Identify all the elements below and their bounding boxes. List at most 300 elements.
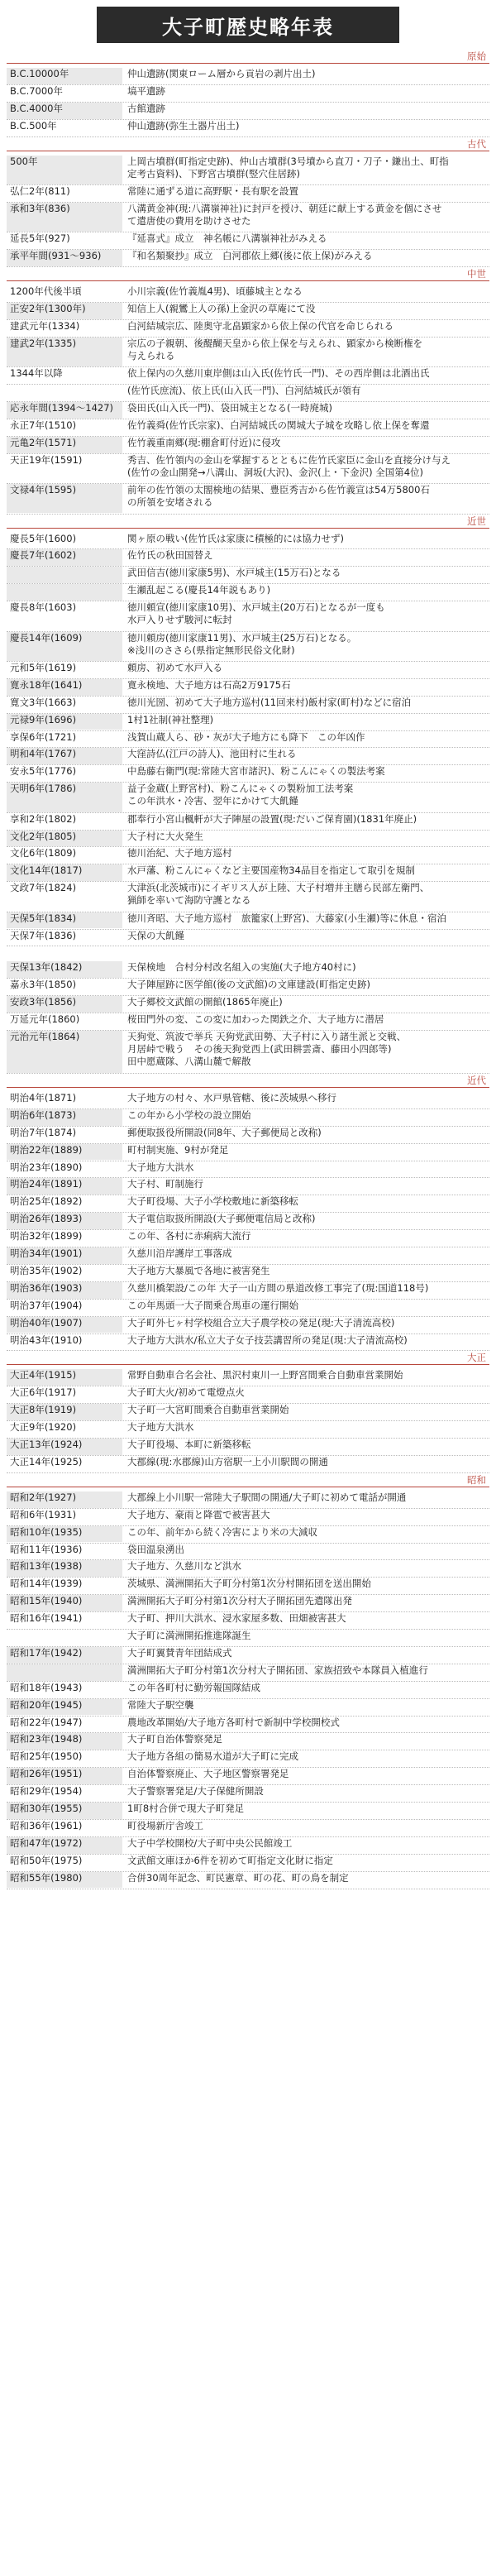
event-cell	[127, 1247, 486, 1260]
event-line: 大子町自治体警察発足	[127, 1733, 222, 1745]
timeline-row	[7, 831, 489, 847]
timeline-row	[7, 303, 489, 319]
timeline-row	[7, 697, 489, 713]
event-line: 常陸大子駅空襲	[127, 1698, 194, 1711]
event-cell	[127, 1803, 486, 1815]
timeline-row	[7, 731, 489, 748]
year-cell: 慶長7年(1602)	[7, 549, 122, 566]
year-cell: 昭和10年(1935)	[7, 1526, 122, 1543]
timeline-row	[7, 1031, 489, 1073]
event-line: 中島藤右衛門(現:常陸大宮市諸沢)、粉こんにゃくの製法考案	[127, 765, 385, 778]
year-cell: 慶長14年(1609)	[7, 632, 122, 661]
event-cell	[127, 1509, 486, 1521]
timeline-row	[7, 996, 489, 1013]
event-line: 大子地方各組の簡易水道が大子町に完成	[127, 1750, 298, 1763]
event-line: 大子地方大暴風で各地に被害発生	[127, 1264, 270, 1276]
event-cell	[127, 813, 486, 826]
year-cell: 万延元年(1860)	[10, 1013, 80, 1026]
event-line: 久慈川橋架設/この年 大子一山方間の県道改修工事完了(現:国道118号)	[127, 1281, 429, 1294]
event-line: て遣唐使の費用を助けさせた	[127, 214, 251, 227]
event-cell	[127, 912, 486, 925]
year-cell: 明治37年(1904)	[10, 1299, 83, 1311]
event-cell	[127, 232, 486, 245]
event-line: 浅賀山蔵人ら、砂・灰が大子地方にも降下 この年凶作	[127, 730, 365, 743]
event-line: 袋田温泉湧出	[127, 1543, 184, 1555]
event-line: 常陸に通ずる道に高野駅・長有駅を設置	[127, 185, 298, 197]
event-line: 大子町、押川大洪水、浸水家屋多数、田畑被害甚大	[127, 1612, 346, 1625]
event-cell	[127, 338, 486, 362]
event-line: 天保の大飢饉	[127, 929, 184, 941]
event-line: 『延喜式』成立 神名帳に八溝嶺神社がみえる	[127, 232, 327, 245]
timeline-row	[7, 1127, 489, 1143]
timeline-row	[7, 1872, 489, 1889]
event-cell	[127, 1369, 486, 1381]
timeline-row	[7, 1178, 489, 1195]
year-cell: 昭和11年(1936)	[10, 1543, 83, 1555]
event-cell	[127, 1109, 486, 1122]
era-header	[7, 137, 489, 151]
timeline-row	[7, 1369, 489, 1386]
year-cell: 昭和20年(1945)	[7, 1699, 122, 1716]
event-cell	[127, 1750, 486, 1763]
event-cell	[127, 1526, 486, 1539]
year-cell: 建武2年(1335)	[7, 338, 122, 366]
timeline-row	[7, 1247, 489, 1264]
timeline-row	[7, 1820, 489, 1836]
timeline-row	[7, 203, 489, 232]
event-cell	[127, 1647, 486, 1659]
timeline-row	[7, 1334, 489, 1351]
era-header	[7, 1351, 489, 1365]
era-header	[7, 515, 489, 529]
timeline-row	[7, 533, 489, 549]
year-cell: 昭和13年(1938)	[7, 1560, 122, 1577]
event-line: 佐竹義重南郷(現:棚倉町付近)に侵攻	[127, 436, 281, 448]
year-cell: 明治40年(1907)	[7, 1317, 122, 1333]
year-cell: 延長5年(927)	[10, 232, 70, 245]
era-header	[7, 50, 489, 64]
year-cell: 天保13年(1842)	[7, 961, 122, 978]
year-cell: 元和5年(1619)	[10, 661, 77, 673]
event-cell	[127, 831, 486, 843]
year-cell: 500年	[7, 156, 122, 184]
event-cell	[127, 385, 486, 397]
event-line: 茨城県、満洲開拓大子町分村第1次分村開拓団を送出開始	[127, 1578, 371, 1590]
event-line: 町役場新庁舎竣工	[127, 1819, 203, 1831]
event-cell	[127, 1717, 486, 1729]
year-cell: 昭和47年(1972)	[7, 1837, 122, 1854]
era-label: 中世	[467, 268, 486, 280]
year-cell	[7, 1664, 122, 1681]
event-line: 天狗党、筑波で挙兵 天狗党武田勢、大子村に入り諸生派と交戦、	[127, 1031, 407, 1042]
event-cell	[127, 103, 486, 115]
event-line: 水戸藩、粉こんにゃくなど主要国産物34品目を指定して取引を規制	[127, 864, 415, 877]
year-cell: 嘉永3年(1850)	[10, 979, 77, 991]
event-cell	[127, 567, 486, 579]
year-cell: 文禄4年(1595)	[7, 484, 122, 513]
timeline-row	[7, 367, 489, 384]
event-cell	[127, 748, 486, 760]
timeline-row	[7, 864, 489, 881]
timeline-row	[7, 1456, 489, 1472]
year-cell: 元禄9年(1696)	[7, 714, 122, 730]
event-line: この年、各村に赤痢病大流行	[127, 1230, 251, 1243]
event-line: 桜田門外の変、この変に加わった関鉄之介、大子地方に潜居	[127, 1013, 384, 1026]
event-cell	[127, 320, 486, 333]
event-cell	[127, 1682, 486, 1694]
year-cell: 昭和26年(1951)	[7, 1768, 122, 1784]
timeline-row	[7, 320, 489, 337]
year-cell: 昭和6年(1931)	[10, 1508, 77, 1520]
page-title-banner	[97, 7, 399, 43]
timeline-row	[7, 285, 489, 302]
timeline-row	[7, 1509, 489, 1525]
timeline-row	[7, 1768, 489, 1784]
year-cell: 承和3年(836)	[7, 203, 122, 232]
timeline-row	[7, 250, 489, 266]
timeline-row	[7, 232, 489, 249]
year-cell: 元亀2年(1571)	[7, 437, 122, 453]
year-cell: 安永5年(1776)	[10, 765, 77, 778]
year-cell: 昭和14年(1939)	[10, 1578, 83, 1590]
timeline-row	[7, 85, 489, 102]
event-line: 大子地方大洪水	[127, 1161, 194, 1173]
event-line: 佐竹氏の秋田国替え	[127, 549, 213, 562]
year-cell: 文化6年(1809)	[10, 847, 77, 859]
event-line: 大子町一大宮町間乗合自動車営業開始	[127, 1404, 289, 1416]
year-cell: 文化14年(1817)	[7, 864, 122, 881]
timeline-row	[7, 1144, 489, 1161]
event-line: 徳川斉昭、大子地方巡村 旅籠家(上野宮)、大藤家(小生瀬)等に休息・宿泊	[127, 912, 446, 924]
event-cell	[127, 847, 486, 859]
year-cell: 昭和50年(1975)	[10, 1854, 83, 1866]
event-cell	[127, 714, 486, 726]
event-cell	[127, 1144, 486, 1156]
timeline-row	[7, 1282, 489, 1299]
event-cell	[127, 1733, 486, 1745]
timeline-row	[7, 1317, 489, 1333]
timeline-row	[7, 1560, 489, 1577]
page-title: 大子町歴史略年表	[162, 15, 334, 39]
timeline-row	[7, 1265, 489, 1281]
event-line: 1町8村合併で現大子町発足	[127, 1803, 245, 1814]
timeline-row	[7, 185, 489, 202]
event-cell	[127, 1092, 486, 1104]
year-cell: 大正9年(1920)	[10, 1421, 77, 1434]
year-cell: 天保5年(1834)	[7, 912, 122, 929]
event-cell	[127, 437, 486, 449]
event-line: この年馬頭一大子間乗合馬車の運行開始	[127, 1299, 298, 1311]
year-cell: 天明6年(1786)	[7, 783, 122, 812]
event-line: 農地改革開始/大子地方各町村で新制中学校開校式	[127, 1716, 340, 1728]
timeline-row	[7, 1630, 489, 1646]
event-line: 八溝黄金神(現:八溝嶺神社)に封戸を授け、朝廷に献上する黄金を個にさせ	[127, 202, 442, 214]
event-line: 前年の佐竹領の太閤検地の結果、豊臣秀吉から佐竹義宣は54万5800石	[127, 484, 430, 496]
year-cell: 明治23年(1890)	[10, 1161, 83, 1173]
history-timeline-table	[7, 50, 489, 2573]
timeline-row	[7, 567, 489, 583]
event-cell	[127, 367, 486, 380]
event-line: 大子町外七ヶ村学校組合立大子農学校の発足(現:大子清流高校)	[127, 1316, 395, 1329]
year-cell: 昭和22年(1947)	[10, 1716, 83, 1728]
event-cell	[127, 1820, 486, 1832]
timeline-row	[7, 1699, 489, 1716]
year-cell: B.C.500年	[10, 119, 57, 132]
event-line: 佐竹義舜(佐竹氏宗家)、白河結城氏の関城大子城を攻略し依上保を奪還	[127, 419, 430, 431]
event-cell	[127, 533, 486, 545]
timeline-row	[7, 549, 489, 566]
year-cell: 慶長8年(1603)	[10, 601, 77, 614]
event-cell	[127, 765, 486, 778]
event-line: 大子警察署発足/大子保健所開設	[127, 1785, 264, 1798]
timeline-row	[7, 156, 489, 184]
event-cell	[127, 484, 486, 509]
era-label: 昭和	[467, 1473, 486, 1486]
timeline-row	[7, 1421, 489, 1438]
event-line: 依上保内の久慈川東岸側は山入氏(佐竹氏一門)、その西岸側は北酒出氏	[127, 367, 430, 380]
year-cell: 明治32年(1899)	[10, 1230, 83, 1243]
timeline-row	[7, 632, 489, 661]
era-header	[7, 1473, 489, 1487]
event-cell	[127, 85, 486, 98]
year-cell: 明治6年(1873)	[7, 1109, 122, 1126]
event-cell	[127, 930, 486, 942]
year-cell: 大正4年(1915)	[7, 1369, 122, 1386]
timeline-row	[7, 1647, 489, 1664]
event-line: 徳川光圀、初めて大子地方巡村(11回来村)飯村家(町村)などに宿泊	[127, 696, 412, 708]
event-line: 満洲開拓大子町分村第1次分村大子開拓団、家族招致や本隊員入植進行	[127, 1664, 428, 1676]
era-header	[7, 1074, 489, 1088]
event-cell	[127, 1837, 486, 1850]
event-line: 自治体警察廃止、大子地区警察署発足	[127, 1768, 289, 1780]
event-line: 天保検地 合村分村改名組入の実施(大子地方40村に)	[127, 961, 356, 974]
year-cell: 昭和16年(1941)	[10, 1612, 83, 1625]
year-cell: 享和2年(1802)	[10, 812, 77, 825]
event-cell	[127, 996, 486, 1008]
timeline-row	[7, 1803, 489, 1819]
event-line: 大子地方大洪水	[127, 1421, 194, 1434]
event-cell	[127, 1544, 486, 1556]
timeline-row	[7, 402, 489, 419]
event-line: ※浅川のささら(県指定無形民俗文化財)	[127, 644, 295, 656]
year-cell	[7, 584, 122, 601]
year-cell	[10, 385, 122, 401]
event-line: 古館遺跡	[127, 102, 165, 114]
year-cell: 明治34年(1901)	[7, 1247, 122, 1264]
year-cell: 昭和15年(1940)	[7, 1595, 122, 1611]
event-line: この年各町村に勤労報国隊結成	[127, 1681, 260, 1693]
event-line: 大子町大火/初めて電燈点火	[127, 1386, 245, 1399]
year-cell: 明治22年(1889)	[7, 1144, 122, 1161]
event-cell	[127, 549, 486, 562]
timeline-row	[7, 813, 489, 830]
event-line: 満洲開拓大子町分村第1次分村大子開拓団先遣隊出発	[127, 1595, 352, 1607]
event-line: 大子地方の村々、水戸県管轄、後に茨城県へ移行	[127, 1091, 336, 1104]
event-cell	[127, 1282, 486, 1295]
year-cell: 明治7年(1874)	[10, 1126, 77, 1138]
event-cell	[127, 1334, 486, 1347]
timeline-row	[7, 714, 489, 730]
event-line: 久慈川沿岸護岸工事落成	[127, 1247, 232, 1259]
event-line: 生瀬乱起こる(慶長14年説もあり)	[127, 584, 271, 596]
event-cell	[127, 68, 486, 80]
event-cell	[127, 303, 486, 315]
timeline-row	[7, 662, 489, 678]
year-cell: B.C.7000年	[10, 84, 63, 97]
year-cell: 昭和25年(1950)	[10, 1750, 83, 1763]
timeline-row	[7, 979, 489, 995]
event-line: 大子町に満洲開拓推進隊誕生	[127, 1630, 251, 1641]
year-cell: 安政3年(1856)	[7, 996, 122, 1013]
event-cell	[127, 1161, 486, 1174]
event-line: 袋田氏(山入氏一門)、袋田城主となる(一時廃城)	[127, 402, 332, 414]
year-cell: 正安2年(1300年)	[7, 303, 122, 319]
event-line: 徳川頼房(徳川家康11男)、水戸城主(25万石)となる。	[127, 631, 357, 644]
timeline-row	[7, 1161, 489, 1178]
year-cell: 昭和23年(1948)	[7, 1733, 122, 1750]
year-cell: 昭和36年(1961)	[10, 1819, 83, 1831]
event-line: 頼房、初めて水戸入る	[127, 661, 222, 673]
timeline-row	[7, 1664, 489, 1681]
year-cell: 昭和55年(1980)	[7, 1872, 122, 1889]
event-cell	[127, 1664, 486, 1677]
year-cell: 大正13年(1924)	[7, 1439, 122, 1455]
year-cell: B.C.4000年	[7, 103, 122, 119]
event-line: 大子電信取扱所開設(大子郵便電信局と改称)	[127, 1213, 316, 1225]
timeline-row	[7, 1092, 489, 1108]
event-line: 大子町役場、大子小学校敷地に新築移転	[127, 1195, 298, 1208]
event-line: 仲山遺跡(関東ローム層から貢岩の剥片出土)	[127, 68, 316, 79]
event-line: 大子陣屋跡に医学館(後の文武館)の文庫建設(町指定史跡)	[127, 979, 370, 991]
event-line: 大郡線上小川駅一常陸大子駅間の開通/大子町に初めて電話が開通	[127, 1491, 407, 1503]
event-line: この年洪水・冷害、翌年にかけて大飢饉	[127, 795, 298, 807]
event-cell	[127, 1317, 486, 1329]
event-line: 大窪詩仏(江戸の詩人)、池田村に生れる	[127, 748, 297, 760]
event-cell	[127, 864, 486, 877]
year-cell: 明治25年(1892)	[10, 1195, 83, 1208]
era-label: 大正	[467, 1352, 486, 1364]
timeline-row	[7, 1595, 489, 1611]
timeline-row	[7, 912, 489, 929]
event-line: 大子郷校文武館の開館(1865年廃止)	[127, 996, 283, 1008]
event-cell	[127, 203, 486, 227]
event-line: 益子金蔵(上野宮村)、粉こんにゃくの製粉加工法考案	[127, 783, 354, 795]
timeline-row	[7, 1013, 489, 1030]
timeline-row	[7, 1386, 489, 1403]
event-cell	[127, 1031, 486, 1068]
event-line: 秀吉、佐竹領内の金山を掌握するとともに佐竹氏家臣に金山を直接分け与え	[127, 453, 451, 466]
year-cell: 明治43年(1910)	[10, 1333, 83, 1346]
event-cell	[127, 185, 486, 198]
era-label: 原始	[467, 50, 486, 62]
timeline-row	[7, 1109, 489, 1126]
event-cell	[127, 1768, 486, 1780]
event-cell	[127, 1213, 486, 1225]
event-cell	[127, 1386, 486, 1399]
event-cell	[127, 584, 486, 596]
event-line: 徳川頼宣(徳川家康10男)、水戸城主(20万石)となるが一度も	[127, 601, 385, 614]
event-line: 猟師を率いて海防守護となる	[127, 894, 251, 907]
event-cell	[127, 1013, 486, 1026]
year-cell: 建武元年(1334)	[10, 319, 80, 332]
timeline-row	[7, 1578, 489, 1594]
timeline-row	[7, 584, 489, 601]
event-cell	[127, 1855, 486, 1867]
timeline-row	[7, 484, 489, 513]
year-cell: 承平年間(931～936)	[7, 250, 122, 266]
year-cell: 昭和29年(1954)	[10, 1785, 83, 1798]
event-cell	[127, 1300, 486, 1312]
event-cell	[127, 1127, 486, 1139]
event-line: この年から小学校の設立開始	[127, 1108, 251, 1121]
event-cell	[127, 156, 486, 180]
timeline-row	[7, 1837, 489, 1854]
year-cell: 1200年代後半頃	[10, 285, 82, 298]
event-line: 宗広の子親朝、後醍醐天皇から依上保を与えられ、顕家から検断権を	[127, 337, 423, 349]
event-line: 大子町役場、本町に新築移転	[127, 1439, 251, 1450]
timeline-row	[7, 961, 489, 978]
year-cell: 明治4年(1871)	[10, 1091, 77, 1104]
year-cell: 昭和17年(1942)	[7, 1647, 122, 1664]
year-cell	[10, 1630, 122, 1646]
event-line: 合併30周年記念、町民憲章、町の花、町の鳥を制定	[127, 1871, 349, 1884]
timeline-row	[7, 103, 489, 119]
event-cell	[127, 419, 486, 432]
timeline-row	[7, 1750, 489, 1767]
event-line: 田中愿蔵隊、八溝山麓で解散	[127, 1056, 251, 1067]
timeline-row	[7, 930, 489, 946]
event-line: 文武館文庫ほか6件を初めて町指定文化財に指定	[127, 1854, 333, 1866]
timeline-row	[7, 1544, 489, 1560]
event-line: 大子村、町制施行	[127, 1178, 203, 1190]
timeline-row	[7, 1526, 489, 1543]
timeline-row	[7, 847, 489, 864]
timeline-row	[7, 1491, 489, 1508]
timeline-row	[7, 783, 489, 812]
year-cell	[7, 567, 122, 583]
event-line: 水戸入りせず駿河に転封	[127, 614, 232, 626]
event-line: 大子村に大火発生	[127, 830, 203, 842]
year-cell: 明和4年(1767)	[7, 748, 122, 764]
event-line: 寛永検地、大子地方は石高2万9175石	[127, 678, 291, 691]
event-cell	[127, 120, 486, 132]
event-line: 月居峠で戦う その後天狗党西上(武田耕雲斎、藤田小四郎等)	[127, 1043, 392, 1055]
year-cell: 大正14年(1925)	[10, 1455, 83, 1468]
year-cell: 寛文3年(1663)	[10, 696, 77, 708]
year-cell: 弘仁2年(811)	[10, 185, 70, 197]
event-cell	[127, 1612, 486, 1625]
timeline-row	[7, 338, 489, 366]
year-cell: 1344年以降	[10, 367, 63, 380]
timeline-row	[7, 1404, 489, 1420]
timeline-row	[7, 1855, 489, 1871]
timeline-row	[7, 68, 489, 84]
event-cell	[127, 1195, 486, 1208]
timeline-row	[7, 1717, 489, 1733]
event-cell	[127, 285, 486, 298]
event-line: 知信上人(親鸞上人の孫)上金沢の草庵にて没	[127, 303, 316, 314]
timeline-row	[7, 1230, 489, 1247]
timeline-row	[7, 679, 489, 696]
event-line: 大子地方、豪雨と降雹で被害甚大	[127, 1508, 270, 1520]
year-cell: 昭和30年(1955)	[7, 1803, 122, 1819]
timeline-row	[7, 454, 489, 483]
event-line: 大子地方大洪水/私立大子女子技芸講習所の発足(現:大子清流高校)	[127, 1333, 408, 1346]
event-line: 町村制実施、9村が発足	[127, 1143, 229, 1156]
event-cell	[127, 979, 486, 991]
event-line: 徳川治紀、大子地方巡村	[127, 847, 232, 859]
year-cell: 明治35年(1902)	[10, 1264, 83, 1276]
